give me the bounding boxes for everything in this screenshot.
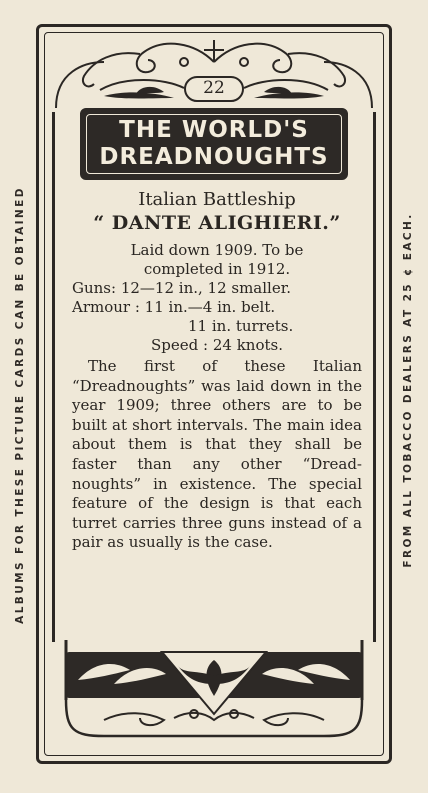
spec-speed: Speed : 24 knots. xyxy=(151,336,283,354)
description-paragraph: The first of these Italian “Dreadnoughts” was laid down in the year 1909; three others are to be built at short intervals. The main idea about them is that they shall be faster than any other “Dread-noughts” in existence. The special feature of the design is that each turret carries three guns instead of a pair as usually is the case. xyxy=(72,357,362,552)
series-title-panel xyxy=(80,108,348,180)
spec-laid-down: Laid down 1909. To be xyxy=(130,241,304,259)
spec-guns: Guns: 12—12 in., 12 smaller. xyxy=(72,279,292,297)
ship-name: “ DANTE ALIGHIERI.” xyxy=(93,212,341,234)
spec-armour: Armour : 11 in.—4 in. belt. xyxy=(72,298,276,316)
card-description xyxy=(72,188,362,553)
spec-turrets: 11 in. turrets. xyxy=(188,317,294,335)
ship-type: Italian Battleship xyxy=(138,189,296,210)
spec-completed: completed in 1912. xyxy=(143,260,291,278)
series-title-line-2: DREADNOUGHTS xyxy=(99,144,329,170)
card-number: 22 xyxy=(184,76,244,102)
right-margin-text: FROM ALL TOBACCO DEALERS AT 25 ¢ EACH. xyxy=(402,212,414,568)
series-title-line-1: THE WORLD'S xyxy=(119,117,309,143)
bottom-leaf-ornament xyxy=(44,640,384,756)
left-margin-text: ALBUMS FOR THESE PICTURE CARDS CAN BE OBTAINED xyxy=(14,186,26,624)
